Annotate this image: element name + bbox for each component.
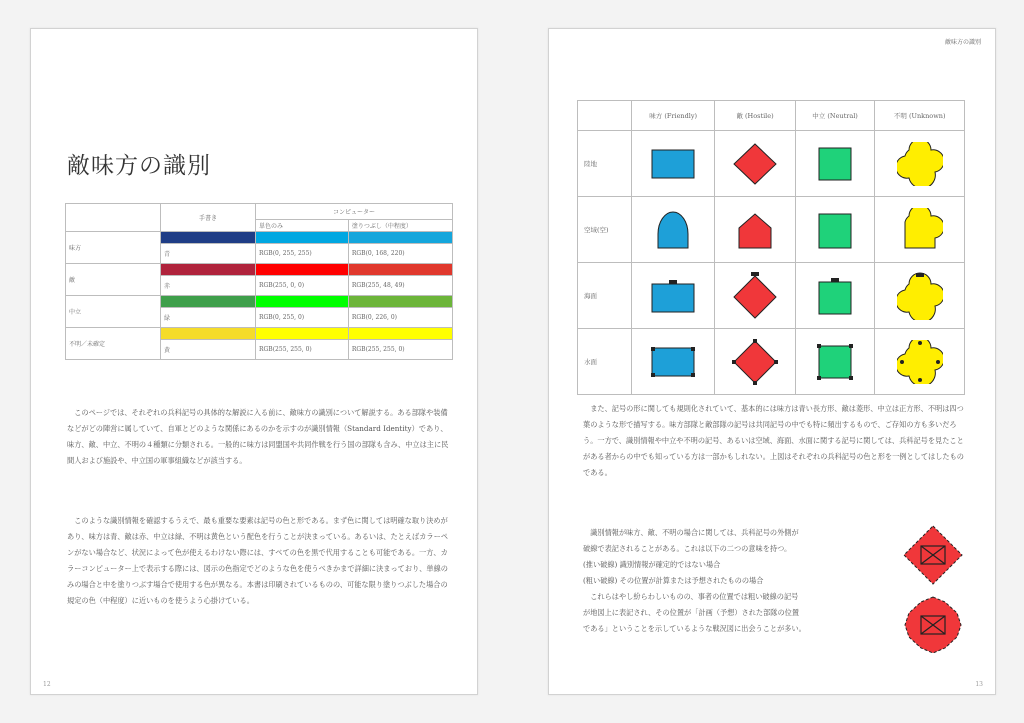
row-label: 陸地 [578, 131, 632, 197]
color-swatch [161, 296, 256, 308]
color-table [65, 203, 453, 360]
color-swatch [256, 264, 349, 276]
hostile-land-symbol [732, 142, 778, 186]
color-value: 黄 [161, 340, 256, 360]
page-number: 12 [43, 681, 51, 688]
page-number: 13 [975, 681, 983, 688]
unknown-air-symbol [897, 208, 943, 252]
color-value: RGB(0, 255, 0) [256, 308, 349, 328]
row-label: 味方 [66, 232, 161, 264]
column-unknown: 不明 (Unknown) [875, 101, 965, 131]
column-friendly: 味方 (Friendly) [632, 101, 715, 131]
neutral-subsurface-symbol [815, 342, 855, 382]
color-swatch [348, 296, 452, 308]
color-swatch [161, 328, 256, 340]
unknown-sea-symbol [897, 272, 943, 320]
hostile-sea-symbol [732, 271, 778, 321]
header-computer: コンピューター [256, 204, 453, 220]
hostile-dashed-octagon-symbol [901, 593, 965, 657]
header-fill: 塗りつぶし（中程度） [348, 220, 452, 232]
color-value: 赤 [161, 276, 256, 296]
friendly-air-symbol [650, 208, 696, 252]
right-page [548, 28, 996, 695]
friendly-land-symbol [650, 147, 696, 181]
color-value: 緑 [161, 308, 256, 328]
header-single: 単色のみ [256, 220, 349, 232]
column-neutral: 中立 (Neutral) [795, 101, 875, 131]
page-title: 敵味方の識別 [67, 153, 211, 179]
row-label: 中立 [66, 296, 161, 328]
color-value: RGB(0, 226, 0) [348, 308, 452, 328]
header-handwriting: 手書き [161, 204, 256, 232]
color-swatch [348, 264, 452, 276]
friendly-sea-symbol [650, 276, 696, 316]
neutral-land-symbol [815, 144, 855, 184]
symbol-table [577, 100, 965, 395]
column-hostile: 敵 (Hostile) [715, 101, 795, 131]
color-swatch [256, 328, 349, 340]
unknown-land-symbol [897, 142, 943, 186]
paragraph: また、記号の形に関しても規則化されていて、基本的には味方は青い長方形、敵は菱形、中立は正方形、不明は四つ葉のような形で描写する。味方部隊と敵部隊の記号は共同記号の中でも特に頻出するもので、ご存知の方も多いだろう。一方で、識別情報や中立や不明の記号、あるいは空域、海面、水面に関する記号に関しては、兵科記号を見たことがある者からの中でも知っている方は一部かもしれない。上図はそれぞれの兵科記号の色と形を一例としてはしたものである。 [583, 404, 964, 477]
row-label: 敵 [66, 264, 161, 296]
neutral-air-symbol [815, 208, 855, 252]
color-value: RGB(255, 0, 0) [256, 276, 349, 296]
color-value: RGB(0, 168, 220) [348, 244, 452, 264]
color-value: RGB(255, 255, 0) [256, 340, 349, 360]
color-swatch [161, 232, 256, 244]
color-swatch [256, 232, 349, 244]
paragraph: このページでは、それぞれの兵科記号の具体的な解説に入る前に、敵味方の識別について解説する。ある部隊や装備などがどの陣営に属していて、自軍とどのような関係にあるのかを示すのが識別情報（Standard Identity）であり、味方、敵、中立、不明の４種類に分類される。一般的に味方は同盟国や共同作戦を行う国の部隊も含み、中立は主に民間人および施設や、中立国の軍事組織などが該当する。 [67, 408, 449, 465]
color-value: 青 [161, 244, 256, 264]
row-label: 不明／未確定 [66, 328, 161, 360]
color-swatch [256, 296, 349, 308]
row-label: 海面 [578, 263, 632, 329]
hostile-dashed-diamond-symbol [901, 523, 965, 587]
hostile-air-symbol [732, 208, 778, 252]
running-header: 敵味方の識別 [944, 39, 981, 46]
hostile-subsurface-symbol [732, 339, 778, 385]
row-label: 空域(空) [578, 197, 632, 263]
friendly-subsurface-symbol [650, 344, 696, 380]
unknown-subsurface-symbol [897, 340, 943, 384]
neutral-sea-symbol [815, 274, 855, 318]
color-value: RGB(0, 255, 255) [256, 244, 349, 264]
paragraph-dashed-explanation: 識別情報が味方、敵、不明の場合に関しては、兵科記号の外側が 破線で表記されることがある。これは以下の二つの意味を持つ。 (推い破線) 識別情報が確定的ではない場合 (粗い破線) その位置が計算または予想されたものの場合 これらはやし紛らわしいものの、事者の位置では粗い破線の記号 が地図上に表記され、その位置が「計画（予想）された部隊の位置 である」ということを示しているような戦況図に出会うことが多い。 [583, 528, 806, 633]
color-value: RGB(255, 48, 49) [348, 276, 452, 296]
color-swatch [161, 264, 256, 276]
row-label: 水面 [578, 329, 632, 395]
color-value: RGB(255, 255, 0) [348, 340, 452, 360]
color-swatch [348, 328, 452, 340]
color-swatch [348, 232, 452, 244]
left-page [30, 28, 478, 695]
paragraph: このような識別情報を確認するうえで、最も重要な要素は記号の色と形である。まず色に関しては明確な取り決めがあり、味方は青、敵は赤、中立は緑、不明は黄色という配色を行うことが決まっている。あるいは、たとえばカラーペンがない場合など、状況によって色が使えるわけない際には、すべての色を黒で代用することも可能である。一方、カラーコンピューター上で表示する際には、図示の色指定でどのような色を使うべきかまで詳細に決まっており、単線のみの場合と中を塗りつぶす場合で使用する色が異なる。本書は印刷されているものの、可能な限り塗りつぶした場合の規定の色（中程度）に近いものを使うよう心掛けている。 [67, 516, 448, 605]
